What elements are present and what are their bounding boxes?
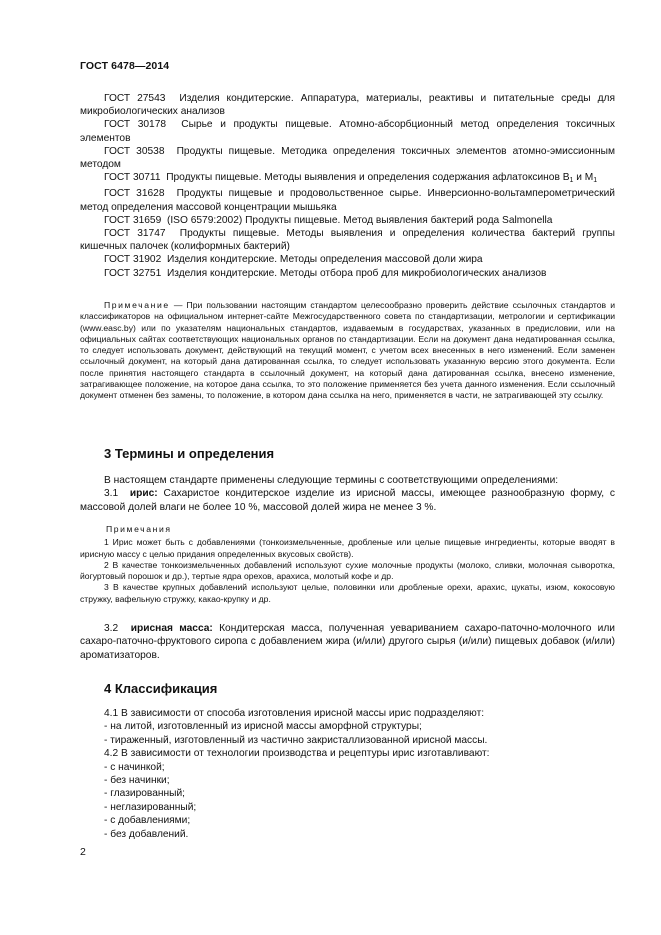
reference-title: Изделия кондитерские. Методы отбора проб для микробиологических анализов — [166, 267, 547, 279]
section-3-body — [80, 474, 615, 514]
term-name: ирис: — [129, 488, 158, 500]
reference-title: Изделия кондитерские. Методы определения массовой доли жира — [166, 254, 483, 266]
reference-title: Продукты пищевые и продовольственное сырье. Инверсионно-вольтамперометрический метод определения массовой концентрации мышьяка — [80, 188, 615, 213]
reference-item — [80, 171, 615, 187]
note-item: 2 В качестве тонкоизмельченных добавлений используют сухие молочные продукты (молоко, сливки, молочная сыворотка, йогуртовый порошок и др.), тертые ядра орехов, арахиса, молотый кофе и др. — [80, 559, 615, 582]
reference-code: ГОСТ 31659 — [104, 214, 162, 226]
clause-4-1: 4.1 В зависимости от способа изготовления ирисной массы ирис подразделяют: — [104, 708, 485, 719]
section-4-body — [80, 707, 615, 841]
list-item: - неглазированный; — [104, 801, 197, 813]
list-item: - без добавлений. — [104, 828, 189, 840]
term-definition: Кондитерская масса, полученная уевариванием сахаро-паточно-молочного или сахаро-паточно-фруктового сиропа с добавлением жира (и/или) другого сырья (и/или) пищевых добавок (и/или) ароматизаторов. — [80, 623, 615, 661]
reference-code: ГОСТ 31628 — [104, 188, 165, 200]
note-item: 1 Ирис может быть с добавлениями (тонкоизмельченные, дробленые или целые пищевые ингредиенты, которые вводят в ирисную массу с целью придания определенных вкусовых свойств). — [80, 537, 615, 559]
section-3-heading: 3 Термины и определения — [104, 446, 275, 461]
reference-code: ГОСТ 30178 — [104, 119, 167, 131]
reference-title-mid: и М — [573, 172, 594, 184]
reference-title: Сырье и продукты пищевые. Атомно-абсорбционный метод определения токсичных элементов — [80, 119, 615, 144]
list-item: - глазированный; — [104, 788, 185, 800]
note-text: — При пользовании настоящим стандартом целесообразно проверить действие ссылочных стандартов и классификаторов на официальном интернет-сайте Межгосударственного совета по стандартизации, метрологии и сертификации (www.easc.by) или по указателям национальных стандартов, издаваемым в государствах, указанных в предисловии, или на официальных сайтах соответствующих национальных органов по стандартизации. Если на документ дана недатированная ссылка, то следует использовать документ, действующий на текущий момент, с учетом всех внесенных в него изменений. Если заменен ссылочный документ, на который дана датированная ссылка, то следует использовать указанную версию этого документа. Если после принятия настоящего стандарта в ссылочный документ, на который дана датированная ссылка, внесено изменение, затрагивающее положение, на которое дана ссылка, то это положение применяется без учета данного изменения. Если ссылочный документ отменен без замены, то положение, в котором дана ссылка на него, применяется в части, не затрагивающей эту ссылку. — [80, 300, 616, 401]
term-number: 3.1 — [104, 488, 119, 500]
reference-item — [80, 92, 615, 118]
note-item: 3 В качестве крупных добавлений используют целые, половинки или дробленые орехи, арахис, цукаты, изюм, кокосовую стружку, вафельную стружку, какао-крупку и др. — [80, 582, 615, 604]
section-3-intro: В настоящем стандарте применены следующие термины с соответствующими определениями: — [104, 475, 559, 486]
reference-title: Продукты пищевые. Методика определения токсичных элементов атомно-эмиссионным методом — [80, 145, 615, 171]
subscript: 1 — [593, 177, 598, 185]
reference-title: Продукты пищевые. Методы выявления и определения содержания афлатоксинов В — [166, 172, 570, 184]
reference-item — [80, 214, 615, 227]
section-4-heading: 4 Классификация — [104, 681, 218, 696]
notes-label: Примечания — [106, 524, 172, 534]
normative-references-list — [80, 92, 615, 280]
note-label: Примечание — [104, 300, 170, 310]
term-name: ирисная масса: — [130, 623, 213, 634]
page-number: 2 — [80, 846, 86, 858]
term-3-1 — [80, 487, 615, 514]
reference-code: ГОСТ 32751 — [104, 267, 162, 279]
list-item: - с начинкой; — [104, 761, 165, 773]
reference-item — [80, 118, 615, 144]
term-3-2-paragraph — [80, 622, 615, 662]
list-item: - с добавлениями; — [104, 815, 191, 827]
references-note — [80, 300, 615, 402]
reference-code: ГОСТ 27543 — [104, 93, 166, 104]
reference-code: ГОСТ 30538 — [104, 145, 165, 157]
reference-title: Изделия кондитерские. Аппаратура, материалы, реактивы и питательные среды для микробиологических анализов — [80, 93, 615, 118]
term-number: 3.2 — [104, 623, 119, 634]
reference-item — [80, 267, 615, 280]
clause-4-2: 4.2 В зависимости от технологии производства и рецептуры ирис изготавливают: — [104, 748, 490, 760]
reference-item — [80, 145, 615, 171]
list-item: - тираженный, изготовленный из частично закристаллизованной ирисной массы. — [104, 734, 488, 746]
term-3-2 — [80, 622, 615, 662]
reference-code: ГОСТ 30711 — [104, 172, 161, 184]
reference-title: (ISO 6579:2002) Продукты пищевые. Метод выявления бактерий рода Salmonella — [166, 214, 553, 226]
list-item: - на литой, изготовленный из ирисной массы аморфной структуры; — [104, 721, 422, 733]
term-definition: Сахаристое кондитерское изделие из ирисной массы, имеющее разнообразную форму, с массовой долей влаги не более 10 %, массовой долей жира не менее 3 %. — [80, 488, 615, 513]
reference-code: ГОСТ 31747 — [104, 228, 166, 240]
reference-item — [80, 187, 615, 213]
list-item: - без начинки; — [104, 775, 170, 787]
term-notes — [80, 524, 615, 605]
reference-title: Продукты пищевые. Методы выявления и определения количества бактерий группы кишечных палочек (колиформных бактерий) — [80, 228, 615, 253]
reference-code: ГОСТ 31902 — [104, 254, 162, 266]
document-header: ГОСТ 6478—2014 — [80, 60, 170, 72]
reference-item — [80, 227, 615, 253]
reference-item — [80, 253, 615, 266]
subscript: 1 — [569, 177, 574, 185]
